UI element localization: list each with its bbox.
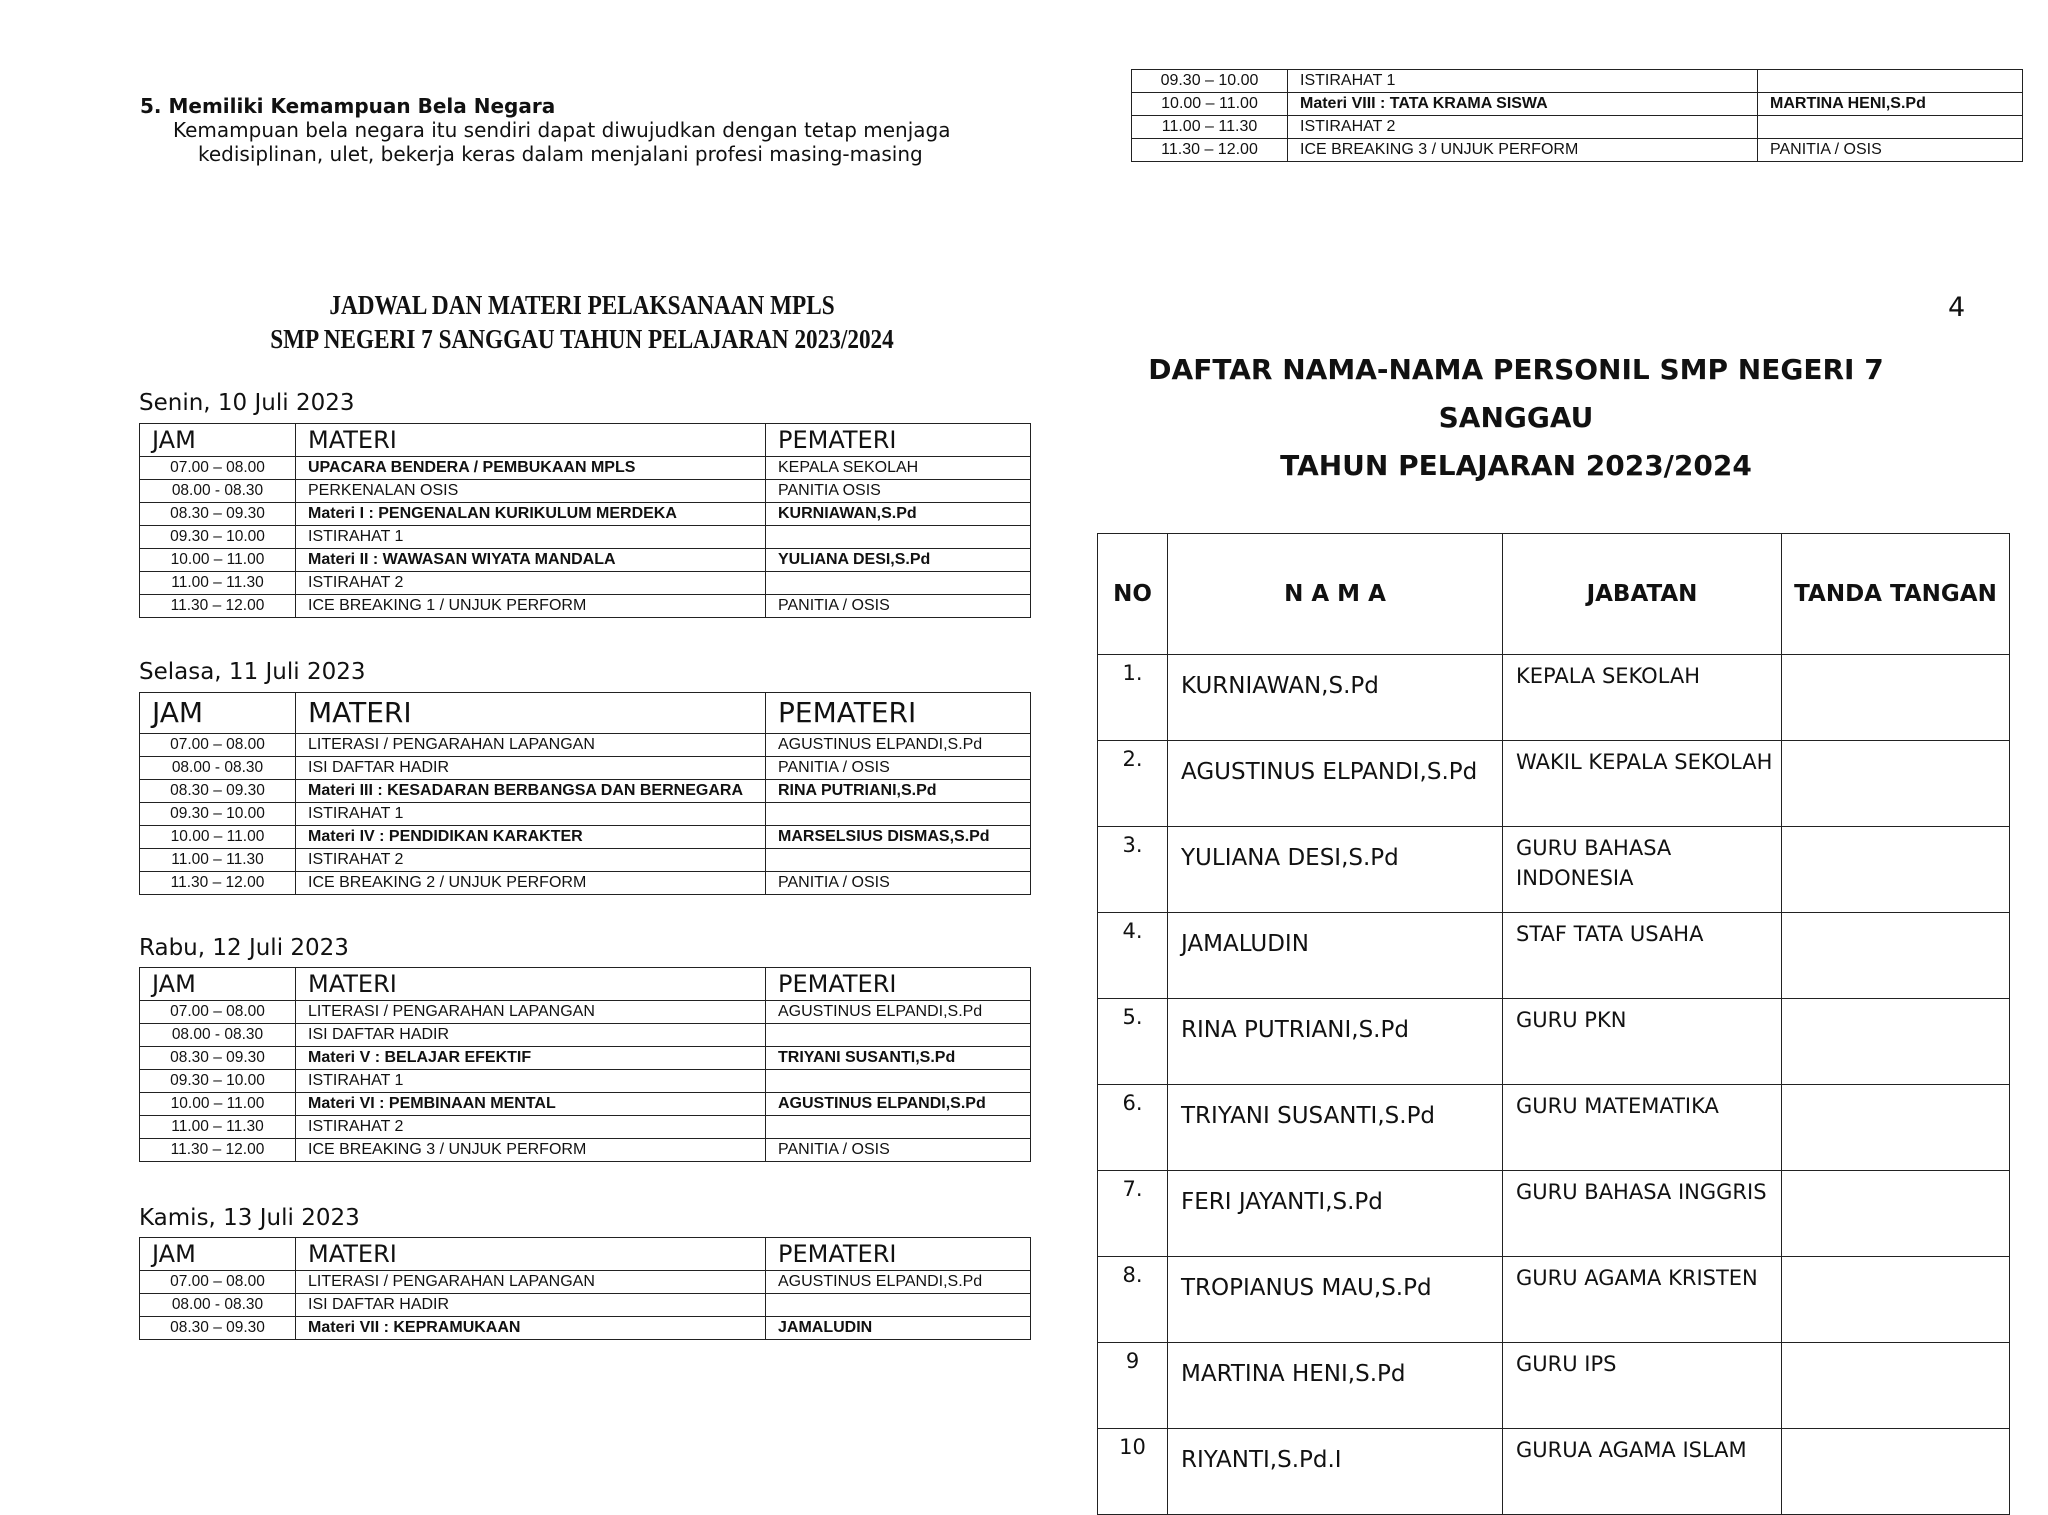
- header-materi: MATERI: [296, 693, 766, 734]
- header-no: NO: [1098, 534, 1168, 655]
- time-cell: 09.30 – 10.00: [140, 1070, 296, 1093]
- header-jabatan: JABATAN: [1503, 534, 1782, 655]
- table-row: [140, 457, 1031, 480]
- nama-cell: RINA PUTRIANI,S.Pd: [1168, 999, 1503, 1085]
- time-cell: 07.00 – 08.00: [140, 1001, 296, 1024]
- materi-cell: ISI DAFTAR HADIR: [296, 757, 766, 780]
- table-row: [1098, 1257, 2010, 1343]
- materi-cell: Materi II : WAWASAN WIYATA MANDALA: [296, 549, 766, 572]
- time-cell: 10.00 – 11.00: [1132, 93, 1288, 116]
- time-cell: 07.00 – 08.00: [140, 1271, 296, 1294]
- pemateri-cell: JAMALUDIN: [766, 1317, 1031, 1340]
- pemateri-cell: PANITIA / OSIS: [1758, 139, 2023, 162]
- materi-cell: ISTIRAHAT 1: [1288, 70, 1758, 93]
- nama-cell: AGUSTINUS ELPANDI,S.Pd: [1168, 741, 1503, 827]
- pemateri-cell: MARTINA HENI,S.Pd: [1758, 93, 2023, 116]
- table-row: [140, 549, 1031, 572]
- time-cell: 11.00 – 11.30: [1132, 116, 1288, 139]
- time-cell: 11.30 – 12.00: [140, 872, 296, 895]
- no-cell: 6.: [1098, 1085, 1168, 1171]
- materi-cell: LITERASI / PENGARAHAN LAPANGAN: [296, 1271, 766, 1294]
- jabatan-cell: GURU BAHASA INGGRIS: [1503, 1171, 1782, 1257]
- table-row: [140, 480, 1031, 503]
- table-row: [1132, 116, 2023, 139]
- personnel-table: [1097, 533, 2010, 1515]
- personnel-title-line-3: TAHUN PELAJARAN 2023/2024: [1280, 449, 1752, 482]
- table-row: [140, 734, 1031, 757]
- pemateri-cell: AGUSTINUS ELPANDI,S.Pd: [766, 1001, 1031, 1024]
- pemateri-cell: PANITIA / OSIS: [766, 1139, 1031, 1162]
- materi-cell: ISI DAFTAR HADIR: [296, 1294, 766, 1317]
- signature-cell[interactable]: [1782, 741, 2010, 827]
- nama-cell: MARTINA HENI,S.Pd: [1168, 1343, 1503, 1429]
- table-row: [140, 803, 1031, 826]
- jabatan-cell: GURU BAHASA INDONESIA: [1503, 827, 1782, 913]
- pemateri-cell: MARSELSIUS DISMAS,S.Pd: [766, 826, 1031, 849]
- nama-cell: FERI JAYANTI,S.Pd: [1168, 1171, 1503, 1257]
- materi-cell: Materi I : PENGENALAN KURIKULUM MERDEKA: [296, 503, 766, 526]
- day-label-rabu: Rabu, 12 Juli 2023: [139, 935, 349, 961]
- no-cell: 10: [1098, 1429, 1168, 1515]
- nama-cell: TROPIANUS MAU,S.Pd: [1168, 1257, 1503, 1343]
- pemateri-cell: KEPALA SEKOLAH: [766, 457, 1031, 480]
- pemateri-cell: [766, 1116, 1031, 1139]
- table-row: [1132, 93, 2023, 116]
- personnel-title-line-1: DAFTAR NAMA-NAMA PERSONIL SMP NEGERI 7: [1148, 353, 1884, 386]
- time-cell: 11.00 – 11.30: [140, 1116, 296, 1139]
- pemateri-cell: PANITIA / OSIS: [766, 757, 1031, 780]
- table-row: [1132, 70, 2023, 93]
- materi-cell: ICE BREAKING 3 / UNJUK PERFORM: [1288, 139, 1758, 162]
- header-jam: JAM: [140, 1238, 296, 1271]
- jabatan-cell: GURU PKN: [1503, 999, 1782, 1085]
- pemateri-cell: KURNIAWAN,S.Pd: [766, 503, 1031, 526]
- table-row: [140, 1001, 1031, 1024]
- time-cell: 08.30 – 09.30: [140, 503, 296, 526]
- header-nama: N A M A: [1168, 534, 1503, 655]
- materi-cell: Materi VIII : TATA KRAMA SISWA: [1288, 93, 1758, 116]
- jabatan-cell: STAF TATA USAHA: [1503, 913, 1782, 999]
- materi-cell: ISI DAFTAR HADIR: [296, 1024, 766, 1047]
- time-cell: 07.00 – 08.00: [140, 734, 296, 757]
- time-cell: 07.00 – 08.00: [140, 457, 296, 480]
- materi-cell: ISTIRAHAT 1: [296, 1070, 766, 1093]
- pemateri-cell: [766, 803, 1031, 826]
- pemateri-cell: [766, 526, 1031, 549]
- header-jam: JAM: [140, 424, 296, 457]
- table-row: [140, 1070, 1031, 1093]
- table-row: [140, 1317, 1031, 1340]
- no-cell: 1.: [1098, 655, 1168, 741]
- pemateri-cell: [766, 1294, 1031, 1317]
- table-row: [1098, 999, 2010, 1085]
- schedule-continuation-table: [1131, 69, 2023, 162]
- jabatan-cell: GURU MATEMATIKA: [1503, 1085, 1782, 1171]
- table-row: [1098, 1171, 2010, 1257]
- materi-cell: Materi IV : PENDIDIKAN KARAKTER: [296, 826, 766, 849]
- intro-line-1: Kemampuan bela negara itu sendiri dapat diwujudkan dengan tetap menjaga: [173, 118, 951, 142]
- no-cell: 4.: [1098, 913, 1168, 999]
- schedule-title-line-2: SMP NEGERI 7 SANGGAU TAHUN PELAJARAN 2023/2024: [270, 324, 894, 354]
- header-pemateri: PEMATERI: [766, 1238, 1031, 1271]
- table-header-row: [140, 1238, 1031, 1271]
- nama-cell: RIYANTI,S.Pd.I: [1168, 1429, 1503, 1515]
- table-row: [140, 526, 1031, 549]
- table-row: [1098, 655, 2010, 741]
- pemateri-cell: AGUSTINUS ELPANDI,S.Pd: [766, 1271, 1031, 1294]
- materi-cell: ICE BREAKING 2 / UNJUK PERFORM: [296, 872, 766, 895]
- header-materi: MATERI: [296, 424, 766, 457]
- materi-cell: ICE BREAKING 1 / UNJUK PERFORM: [296, 595, 766, 618]
- time-cell: 08.00 - 08.30: [140, 480, 296, 503]
- signature-cell[interactable]: [1782, 1429, 2010, 1515]
- time-cell: 11.30 – 12.00: [1132, 139, 1288, 162]
- pemateri-cell: RINA PUTRIANI,S.Pd: [766, 780, 1031, 803]
- signature-cell[interactable]: [1782, 1343, 2010, 1429]
- pemateri-cell: [766, 849, 1031, 872]
- time-cell: 11.30 – 12.00: [140, 595, 296, 618]
- pemateri-cell: PANITIA / OSIS: [766, 872, 1031, 895]
- jabatan-cell: WAKIL KEPALA SEKOLAH: [1503, 741, 1782, 827]
- time-cell: 11.00 – 11.30: [140, 572, 296, 595]
- schedule-table-kamis: [139, 1237, 1031, 1340]
- signature-cell[interactable]: [1782, 1171, 2010, 1257]
- header-materi: MATERI: [296, 1238, 766, 1271]
- time-cell: 11.00 – 11.30: [140, 849, 296, 872]
- table-row: [140, 1093, 1031, 1116]
- day-label-senin: Senin, 10 Juli 2023: [139, 390, 355, 416]
- materi-cell: ISTIRAHAT 2: [296, 1116, 766, 1139]
- table-row: [140, 1024, 1031, 1047]
- jabatan-cell: GURU AGAMA KRISTEN: [1503, 1257, 1782, 1343]
- time-cell: 08.00 - 08.30: [140, 757, 296, 780]
- time-cell: 09.30 – 10.00: [140, 526, 296, 549]
- jabatan-cell: KEPALA SEKOLAH: [1503, 655, 1782, 741]
- table-row: [140, 595, 1031, 618]
- table-row: [1098, 1343, 2010, 1429]
- no-cell: 7.: [1098, 1171, 1168, 1257]
- time-cell: 11.30 – 12.00: [140, 1139, 296, 1162]
- materi-cell: LITERASI / PENGARAHAN LAPANGAN: [296, 734, 766, 757]
- table-row: [140, 1047, 1031, 1070]
- intro-section: [140, 94, 980, 166]
- materi-cell: ISTIRAHAT 2: [296, 572, 766, 595]
- no-cell: 3.: [1098, 827, 1168, 913]
- table-row: [1098, 1429, 2010, 1515]
- table-row: [140, 849, 1031, 872]
- pemateri-cell: PANITIA OSIS: [766, 480, 1031, 503]
- table-row: [140, 1116, 1031, 1139]
- signature-cell[interactable]: [1782, 1257, 2010, 1343]
- signature-cell[interactable]: [1782, 827, 2010, 913]
- materi-cell: UPACARA BENDERA / PEMBUKAAN MPLS: [296, 457, 766, 480]
- table-row: [1098, 827, 2010, 913]
- time-cell: 08.30 – 09.30: [140, 1317, 296, 1340]
- table-row: [140, 1294, 1031, 1317]
- jabatan-cell: GURU IPS: [1503, 1343, 1782, 1429]
- table-row: [140, 1139, 1031, 1162]
- pemateri-cell: AGUSTINUS ELPANDI,S.Pd: [766, 734, 1031, 757]
- day-label-selasa: Selasa, 11 Juli 2023: [139, 659, 366, 685]
- table-row: [1098, 913, 2010, 999]
- materi-cell: Materi V : BELAJAR EFEKTIF: [296, 1047, 766, 1070]
- table-header-row: [140, 693, 1031, 734]
- table-row: [140, 572, 1031, 595]
- header-pemateri: PEMATERI: [766, 424, 1031, 457]
- table-row: [1098, 1085, 2010, 1171]
- no-cell: 9: [1098, 1343, 1168, 1429]
- materi-cell: ISTIRAHAT 2: [1288, 116, 1758, 139]
- table-row: [1132, 139, 2023, 162]
- pemateri-cell: PANITIA / OSIS: [766, 595, 1031, 618]
- table-row: [140, 1271, 1031, 1294]
- time-cell: 08.30 – 09.30: [140, 780, 296, 803]
- header-pemateri: PEMATERI: [766, 968, 1031, 1001]
- nama-cell: TRIYANI SUSANTI,S.Pd: [1168, 1085, 1503, 1171]
- materi-cell: LITERASI / PENGARAHAN LAPANGAN: [296, 1001, 766, 1024]
- table-header-row: [1098, 534, 2010, 655]
- header-pemateri: PEMATERI: [766, 693, 1031, 734]
- pemateri-cell: [766, 572, 1031, 595]
- nama-cell: KURNIAWAN,S.Pd: [1168, 655, 1503, 741]
- nama-cell: JAMALUDIN: [1168, 913, 1503, 999]
- signature-cell[interactable]: [1782, 655, 2010, 741]
- time-cell: 09.30 – 10.00: [140, 803, 296, 826]
- pemateri-cell: AGUSTINUS ELPANDI,S.Pd: [766, 1093, 1031, 1116]
- header-jam: JAM: [140, 693, 296, 734]
- pemateri-cell: [1758, 70, 2023, 93]
- time-cell: 10.00 – 11.00: [140, 826, 296, 849]
- no-cell: 8.: [1098, 1257, 1168, 1343]
- time-cell: 08.00 - 08.30: [140, 1024, 296, 1047]
- no-cell: 5.: [1098, 999, 1168, 1085]
- table-row: [1098, 741, 2010, 827]
- materi-cell: PERKENALAN OSIS: [296, 480, 766, 503]
- table-row: [140, 757, 1031, 780]
- materi-cell: ISTIRAHAT 1: [296, 526, 766, 549]
- signature-cell[interactable]: [1782, 1085, 2010, 1171]
- personnel-title-line-2: SANGGAU: [1438, 401, 1594, 434]
- table-header-row: [140, 424, 1031, 457]
- schedule-table-rabu: [139, 967, 1031, 1162]
- table-row: [140, 872, 1031, 895]
- materi-cell: ISTIRAHAT 2: [296, 849, 766, 872]
- header-tanda-tangan: TANDA TANGAN: [1782, 534, 2010, 655]
- time-cell: 10.00 – 11.00: [140, 1093, 296, 1116]
- time-cell: 08.00 - 08.30: [140, 1294, 296, 1317]
- page-number: 4: [1948, 292, 1966, 323]
- schedule-title-line-1: JADWAL DAN MATERI PELAKSANAAN MPLS: [329, 290, 835, 320]
- no-cell: 2.: [1098, 741, 1168, 827]
- table-header-row: [140, 968, 1031, 1001]
- intro-heading: 5. Memiliki Kemampuan Bela Negara: [140, 94, 556, 118]
- table-row: [140, 503, 1031, 526]
- materi-cell: ICE BREAKING 3 / UNJUK PERFORM: [296, 1139, 766, 1162]
- table-row: [140, 826, 1031, 849]
- schedule-table-senin: [139, 423, 1031, 618]
- materi-cell: Materi VI : PEMBINAAN MENTAL: [296, 1093, 766, 1116]
- materi-cell: Materi III : KESADARAN BERBANGSA DAN BERNEGARA: [296, 780, 766, 803]
- time-cell: 08.30 – 09.30: [140, 1047, 296, 1070]
- pemateri-cell: [766, 1024, 1031, 1047]
- table-row: [140, 780, 1031, 803]
- pemateri-cell: YULIANA DESI,S.Pd: [766, 549, 1031, 572]
- day-label-kamis: Kamis, 13 Juli 2023: [139, 1205, 360, 1231]
- time-cell: 09.30 – 10.00: [1132, 70, 1288, 93]
- header-jam: JAM: [140, 968, 296, 1001]
- materi-cell: Materi VII : KEPRAMUKAAN: [296, 1317, 766, 1340]
- nama-cell: YULIANA DESI,S.Pd: [1168, 827, 1503, 913]
- intro-line-2: kedisiplinan, ulet, bekerja keras dalam menjalani profesi masing-masing: [198, 142, 923, 166]
- header-materi: MATERI: [296, 968, 766, 1001]
- time-cell: 10.00 – 11.00: [140, 549, 296, 572]
- personnel-title: [1096, 346, 1936, 490]
- schedule-table-selasa: [139, 692, 1031, 895]
- signature-cell[interactable]: [1782, 913, 2010, 999]
- jabatan-cell: GURUA AGAMA ISLAM: [1503, 1429, 1782, 1515]
- schedule-title: [202, 288, 962, 356]
- pemateri-cell: TRIYANI SUSANTI,S.Pd: [766, 1047, 1031, 1070]
- signature-cell[interactable]: [1782, 999, 2010, 1085]
- pemateri-cell: [1758, 116, 2023, 139]
- materi-cell: ISTIRAHAT 1: [296, 803, 766, 826]
- pemateri-cell: [766, 1070, 1031, 1093]
